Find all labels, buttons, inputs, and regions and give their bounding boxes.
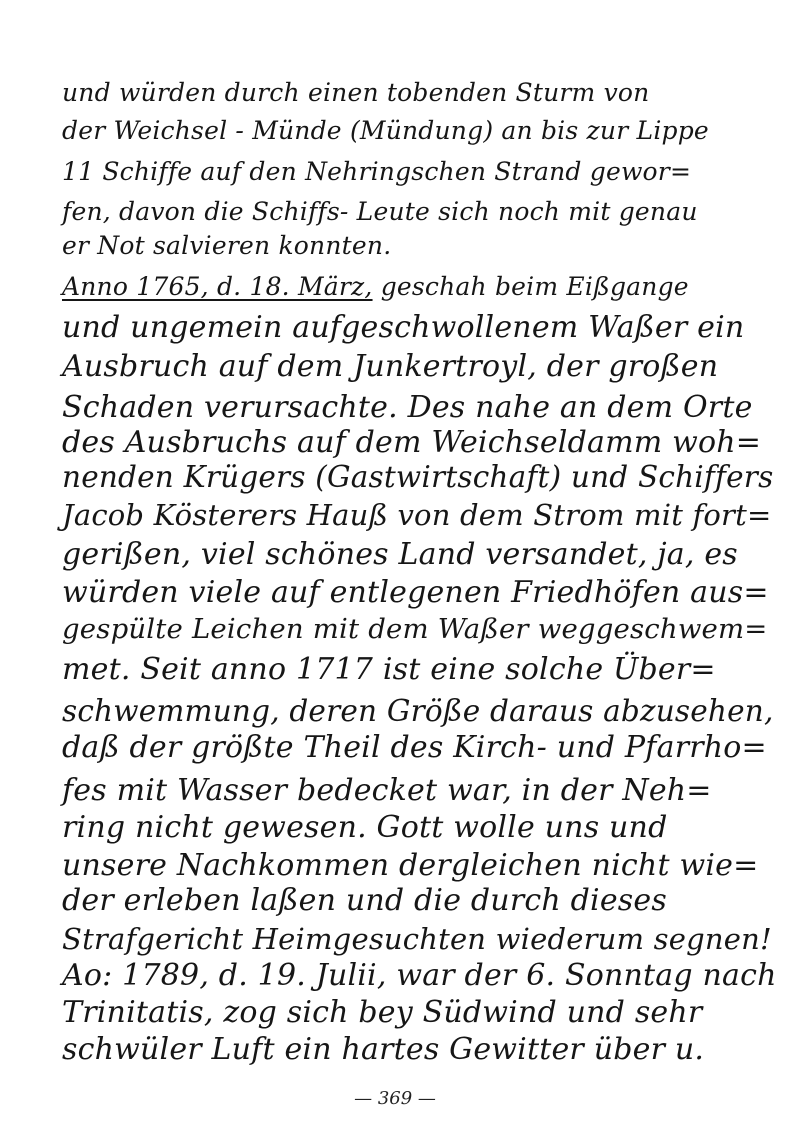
text-line: schwüler Luft ein hartes Gewitter über u. xyxy=(62,1032,705,1067)
text-line: ring nicht gewesen. Gott wolle uns und xyxy=(62,810,668,845)
text-line: fes mit Wasser bedecket war, in der Neh= xyxy=(62,773,712,808)
text-line: unsere Nachkommen dergleichen nicht wie= xyxy=(62,848,759,883)
text-line: Ao: 1789, d. 19. Julii, war der 6. Sonntag nach xyxy=(62,958,777,993)
text-line: er Not salvieren konnten. xyxy=(62,231,392,260)
text-line: des Ausbruchs auf dem Weichseldamm woh= xyxy=(62,425,762,460)
text-line: met. Seit anno 1717 ist eine solche Über= xyxy=(62,652,716,687)
text-line: Ausbruch auf dem Junkertroyl, der großen xyxy=(62,349,719,384)
page-number: — 369 — xyxy=(354,1088,436,1109)
text-line: Strafgericht Heimgesuchten wiederum segnen! xyxy=(62,922,772,956)
text-line-continuation: geschah beim Eißgange xyxy=(372,272,689,301)
text-line: Jacob Kösterers Hauß von dem Strom mit fort= xyxy=(62,498,772,532)
text-line: der Weichsel - Münde (Mündung) an bis zur Lippe xyxy=(62,116,709,145)
text-line: daß der größte Theil des Kirch- und Pfarrho= xyxy=(62,730,767,765)
text-line: schwemmung, deren Größe daraus abzusehen, xyxy=(62,694,774,728)
text-line: der erleben laßen und die durch dieses xyxy=(62,883,667,918)
text-line xyxy=(62,272,689,301)
text-line: gespülte Leichen mit dem Waßer weggeschwem= xyxy=(62,613,768,645)
text-line: Trinitatis, zog sich bey Südwind und sehr xyxy=(62,995,703,1030)
text-line: würden viele auf entlegenen Friedhöfen aus= xyxy=(62,575,769,610)
text-line: fen, davon die Schiffs- Leute sich noch mit genau xyxy=(62,197,698,226)
date-heading: Anno 1765, d. 18. März, xyxy=(62,272,373,301)
text-line: und ungemein aufgeschwollenem Waßer ein xyxy=(62,310,745,345)
text-line: und würden durch einen tobenden Sturm von xyxy=(62,78,650,107)
text-line: gerißen, viel schönes Land versandet, ja, es xyxy=(62,537,738,572)
text-line: nenden Krügers (Gastwirtschaft) und Schiffers xyxy=(62,460,774,494)
text-line: 11 Schiffe auf den Nehringschen Strand gewor= xyxy=(62,157,692,186)
text-line: Schaden verursachte. Des nahe an dem Orte xyxy=(62,390,753,425)
